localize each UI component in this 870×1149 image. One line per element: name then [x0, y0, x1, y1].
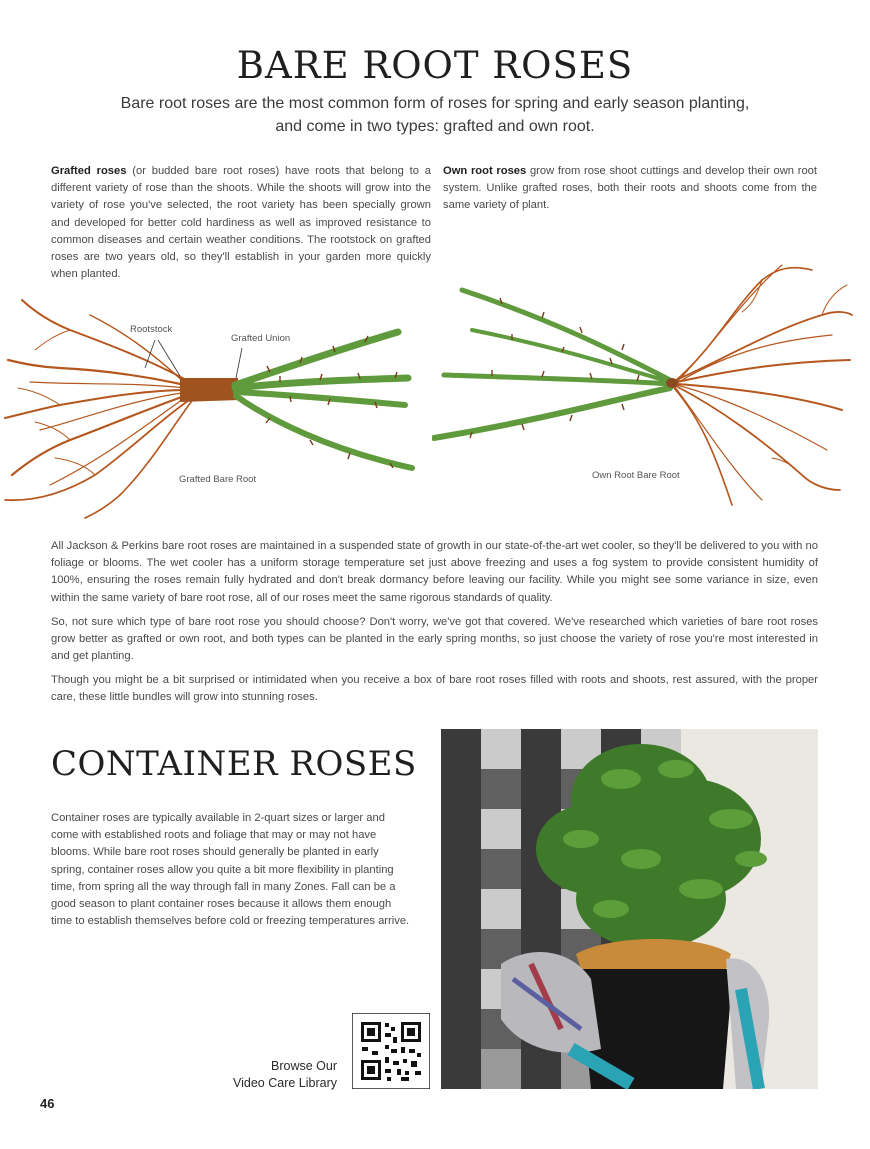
own-root-roses-term: Own root roses [443, 165, 527, 177]
container-roses-title: CONTAINER ROSES [51, 744, 417, 784]
own-root-roses-paragraph [443, 163, 817, 215]
browse-line-1: Browse Our [271, 1059, 337, 1073]
subtitle-line-2: and come in two types: grafted and own root. [275, 118, 595, 135]
rootstock-label: Rootstock [130, 324, 173, 335]
subtitle-line-1: Bare root roses are the most common form of roses for spring and early season planting, [120, 95, 750, 112]
container-roses-paragraph: Container roses are typically available in 2-quart sizes or larger and come with established roots and foliage that may or may not have blooms. While bare root roses should generally be planted in early spring, container roses allow you quite a bit more flexibility in planting time, from spring all the way through fall in many Zones. Fall can be a good season to plant container roses because it allows them enough time to establish themselves before cold or freezing temperatures arrive. [51, 812, 410, 928]
grafted-bare-root-caption: Grafted Bare Root [179, 474, 257, 485]
page-subtitle [90, 92, 780, 138]
wet-cooler-paragraph: All Jackson & Perkins bare root roses are maintained in a suspended state of growth in our state-of-the-art wet cooler, so they'll be delivered to you with no foliage or blooms. The wet cooler has a uniform storage temperature set just above freezing and uses a fog system to provide consistent humidity of 100%, ensuring the roses remain fully hydrated and don't break dormancy before leaving our facility. While you might see some variance in size, even within the same variety of bare root rose, all of our roses meet the same rigorous standards of quality. [51, 540, 818, 604]
grafted-roses-text: (or budded bare root roses) have roots that belong to a different variety of rose than the shoots. While the shoots will grow into the variety of rose you've selected, the root variety has been specially grown and developed for better cold hardiness as well as improved resistance to common diseases and certain weather conditions. The rootstock on grafted roses are two years old, so they'll establish in your garden more quickly when planted. [51, 165, 432, 281]
browse-line-2: Video Care Library [233, 1076, 337, 1090]
page-title: BARE ROOT ROSES [236, 44, 634, 87]
grafted-bare-root-photo [0, 290, 425, 520]
qr-code[interactable] [352, 1013, 430, 1089]
own-root-bare-root-caption: Own Root Bare Root [592, 470, 680, 481]
grafted-roses-paragraph [51, 163, 431, 283]
choose-type-paragraph: So, not sure which type of bare root rose you should choose? Don't worry, we've got that covered. We've researched which varieties of bare root roses grow better as grafted or own root, and both types can be planted in the early spring months, so just choose the variety of rose you're most interested in and get planting. [51, 616, 818, 663]
rest-assured-paragraph: Though you might be a bit surprised or intimidated when you receive a box of bare root roses filled with roots and shoots, rest assured, with the proper care, these little bundles will grow into stunning roses. [51, 674, 818, 704]
own-root-roses-text: grow from rose shoot cuttings and develop their own root system. Unlike grafted roses, both their roots and shoots come from the same variety of plant. [443, 165, 817, 212]
grafted-union-label: Grafted Union [231, 333, 291, 344]
page-number: 46 [40, 1096, 55, 1111]
video-care-library-link[interactable] [200, 1058, 337, 1092]
grafted-roses-term: Grafted roses [51, 165, 127, 177]
container-rose-photo [441, 729, 818, 1089]
